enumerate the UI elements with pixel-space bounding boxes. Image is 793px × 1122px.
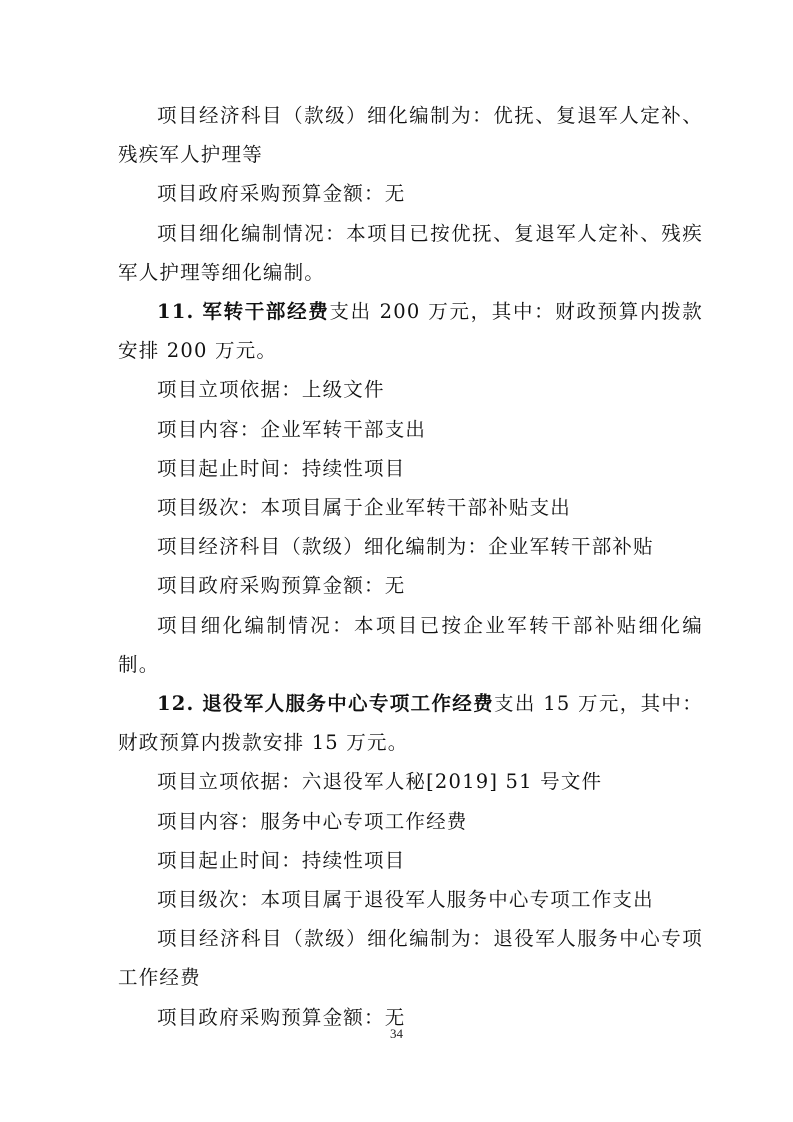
page-number: 34 (390, 1026, 403, 1041)
paragraph-level-12: 项目级次：本项目属于退役军人服务中心专项工作支出 (157, 888, 654, 912)
section-summary-12: 支出 15 万元，其中：财政预算内拨款安排 15 万元。 (118, 692, 703, 755)
paragraph-procurement-budget-1: 项目政府采购预算金额：无 (157, 182, 406, 206)
paragraph-basis-12: 项目立项依据：六退役军人秘[2019] 51 号文件 (157, 770, 603, 794)
paragraph-procurement-budget-12: 项目政府采购预算金额：无 (157, 1005, 406, 1029)
paragraph-period-12: 项目起止时间：持续性项目 (157, 848, 406, 872)
section-heading-12 (118, 684, 703, 762)
section-title-11: 军转干部经费 (202, 300, 330, 324)
section-heading-11 (118, 292, 703, 370)
paragraph-content-11: 项目内容：企业军转干部支出 (157, 417, 427, 441)
paragraph-economic-subject-1: 项目经济科目（款级）细化编制为：优抚、复退军人定补、残疾军人护理等 (118, 104, 703, 167)
section-summary-11: 支出 200 万元，其中：财政预算内拨款安排 200 万元。 (118, 300, 704, 363)
document-body (118, 96, 703, 1037)
paragraph-basis-11: 项目立项依据：上级文件 (157, 378, 385, 402)
paragraph-level-11: 项目级次：本项目属于企业军转干部补贴支出 (157, 496, 572, 520)
paragraph-detail-status-11: 项目细化编制情况：本项目已按企业军转干部补贴细化编制。 (118, 613, 703, 676)
paragraph-detail-status-1: 项目细化编制情况：本项目已按优抚、复退军人定补、残疾军人护理等细化编制。 (118, 221, 703, 284)
section-number-11: 11. (157, 300, 195, 324)
paragraph-period-11: 项目起止时间：持续性项目 (157, 456, 406, 480)
section-title-12: 退役军人服务中心专项工作经费 (202, 692, 495, 716)
paragraph-procurement-budget-11: 项目政府采购预算金额：无 (157, 574, 406, 598)
paragraph-economic-subject-12: 项目经济科目（款级）细化编制为：退役军人服务中心专项工作经费 (118, 927, 703, 990)
section-number-12: 12. (157, 692, 195, 716)
paragraph-content-12: 项目内容：服务中心专项工作经费 (157, 809, 468, 833)
paragraph-economic-subject-11: 项目经济科目（款级）细化编制为：企业军转干部补贴 (157, 535, 654, 559)
